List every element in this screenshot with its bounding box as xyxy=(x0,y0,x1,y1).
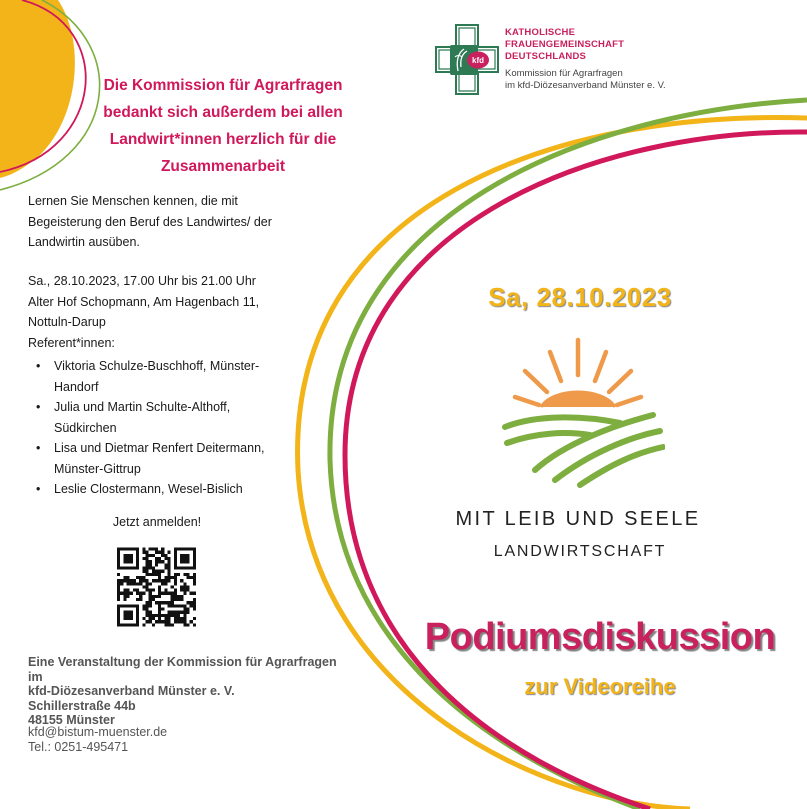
contact-block xyxy=(28,725,248,755)
bullet-icon: • xyxy=(36,482,41,496)
subheadline: zur Videoreihe xyxy=(524,674,676,699)
speaker-name: Lisa und Dietmar Renfert Deitermann, xyxy=(54,441,265,455)
organizer-line: kfd-Diözesanverband Münster e. V. xyxy=(28,684,235,698)
cover-date: Sa, 28.10.2023 xyxy=(488,282,672,312)
yellow-corner-shape xyxy=(0,0,75,178)
tagline-secondary: LANDWIRTSCHAFT xyxy=(493,543,667,560)
event-venue: Alter Hof Schopmann, Am Hagenbach 11, xyxy=(28,294,260,309)
thanks-line: Die Kommission für Agrarfragen xyxy=(103,77,343,94)
qr-code-icon[interactable] xyxy=(117,547,196,627)
logo-name xyxy=(505,27,715,63)
contact-phone: Tel.: 0251-495471 xyxy=(28,740,129,754)
list-item xyxy=(28,397,298,438)
organizer-line: Eine Veranstaltung der Kommission für Agrarfragen im xyxy=(28,655,337,684)
speaker-place: Münster-Gittrup xyxy=(54,461,141,476)
bullet-icon: • xyxy=(36,441,41,455)
intro-line: Begeisterung den Beruf des Landwirtes/ der xyxy=(28,214,272,229)
contact-email[interactable]: kfd@bistum-muenster.de xyxy=(28,725,168,739)
qr-modules xyxy=(117,548,196,627)
logo-name-line: FRAUENGEMEINSCHAFT xyxy=(505,39,625,50)
event-datetime: Sa., 28.10.2023, 17.00 Uhr bis 21.00 Uhr xyxy=(28,274,256,288)
list-item xyxy=(28,438,298,479)
tagline-primary: MIT LEIB UND SEELE xyxy=(455,508,701,530)
organizer-city: 48155 Münster xyxy=(28,713,115,727)
list-item xyxy=(28,479,298,500)
logo-sub-line: im kfd-Diözesanverband Münster e. V. xyxy=(505,80,666,91)
logo-name-line: DEUTSCHLANDS xyxy=(505,51,587,62)
speakers-list xyxy=(28,356,298,500)
speakers-label: Referent*innen: xyxy=(28,335,115,350)
intro-line: Lernen Sie Menschen kennen, die mit xyxy=(28,194,238,208)
thanks-line: Zusammenarbeit xyxy=(160,158,286,175)
organizer-block xyxy=(28,655,348,728)
organizer-street: Schillerstraße 44b xyxy=(28,698,136,713)
event-details xyxy=(28,271,293,353)
speaker-place: Südkirchen xyxy=(54,420,117,435)
thanks-line: bedankt sich außerdem bei allen xyxy=(103,104,343,121)
bullet-icon: • xyxy=(36,359,41,373)
thanks-line: Landwirt*innen herzlich für die xyxy=(109,131,337,148)
kfd-badge-text: kfd xyxy=(472,56,484,65)
headline: Podiumsdiskussion xyxy=(424,616,776,658)
sun-fields-illustration-icon xyxy=(495,335,665,490)
speaker-name: Julia und Martin Schulte-Althoff, xyxy=(54,400,231,414)
speaker-place: Handorf xyxy=(54,379,99,394)
event-venue-city: Nottuln-Darup xyxy=(28,315,106,329)
intro-paragraph xyxy=(28,191,293,253)
logo-subtitle xyxy=(505,68,735,92)
speaker-name: Leslie Clostermann, Wesel-Bislich xyxy=(54,482,243,496)
bullet-icon: • xyxy=(36,400,41,414)
kfd-cross-logo-icon xyxy=(434,23,500,96)
speaker-name: Viktoria Schulze-Buschhoff, Münster- xyxy=(54,359,260,373)
register-label: Jetzt anmelden! xyxy=(112,515,202,529)
intro-line: Landwirtin ausüben. xyxy=(28,235,140,249)
logo-sub-line: Kommission für Agrarfragen xyxy=(505,68,623,79)
list-item xyxy=(28,356,298,397)
logo-name-line: KATHOLISCHE xyxy=(505,27,576,38)
thanks-message xyxy=(78,72,368,180)
